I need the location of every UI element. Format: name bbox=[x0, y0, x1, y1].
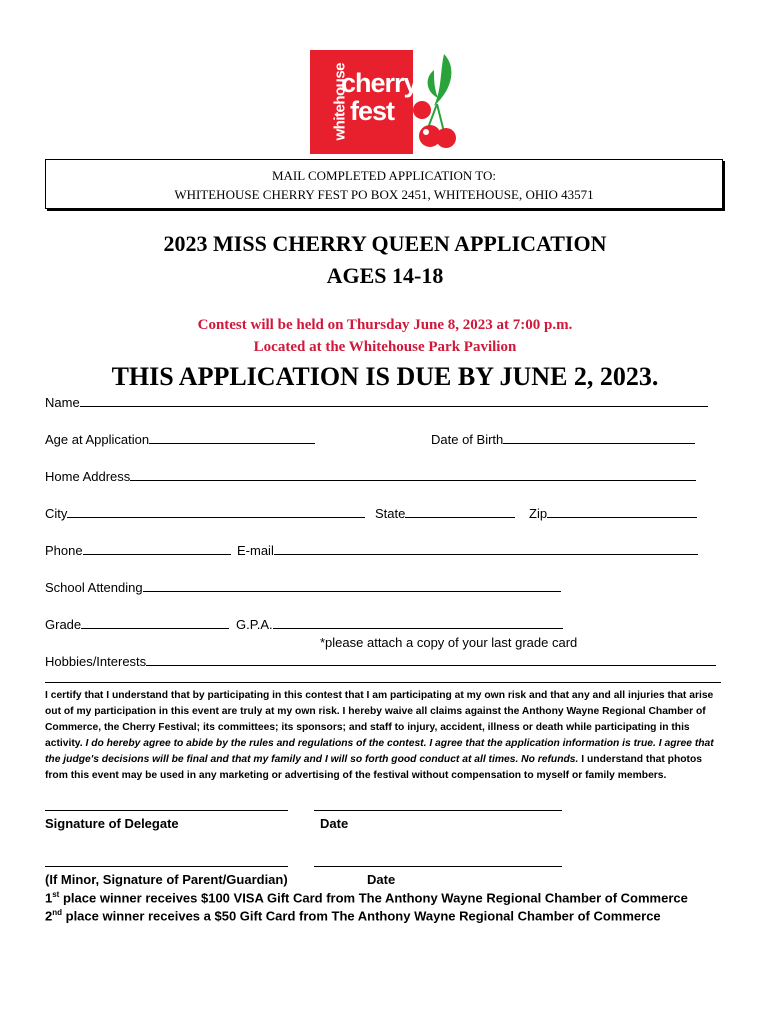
parent-date-label: Date bbox=[367, 872, 396, 887]
mail-line-2: WHITEHOUSE CHERRY FEST PO BOX 2451, WHITEHOUSE, OHIO 43571 bbox=[174, 187, 594, 202]
email-label: E-mail bbox=[237, 543, 274, 558]
parent-signature-label: (If Minor, Signature of Parent/Guardian) bbox=[45, 872, 288, 887]
phone-field[interactable] bbox=[45, 543, 231, 558]
delegate-signature-line[interactable] bbox=[45, 810, 288, 811]
certification-part-2: I do hereby agree to abide by the rules and regulations of the contest. I agree that the application information is true. I agree that the judge's decisions will be final and that my family and I will so forth good conduct at all times. No refunds. bbox=[45, 738, 714, 765]
certification-part-1: I certify that I understand that by participating in this contest that I am participating at my own risk and that any and all injuries that arise out of my participation in this event are truly at my own risk. I hereby waive all claims against the Anthony Wayne Regional Chamber of Commerce, the Cherry Festival; its committees; its sponsors; and staff to injury, accident, illness or death while participating in this activity. bbox=[45, 690, 714, 749]
school-field[interactable] bbox=[45, 580, 561, 595]
city-label: City bbox=[45, 506, 68, 521]
phone-label: Phone bbox=[45, 543, 83, 558]
certification-text bbox=[45, 688, 725, 784]
first-place-suffix: st bbox=[52, 890, 60, 899]
name-field[interactable] bbox=[45, 395, 708, 410]
first-place-number: 1 bbox=[45, 890, 53, 906]
gpa-label: G.P.A. bbox=[236, 617, 273, 632]
logo-whitehouse-text: whitehouse bbox=[331, 62, 349, 141]
contest-location: Located at the Whitehouse Park Pavilion bbox=[253, 339, 517, 355]
state-field[interactable] bbox=[375, 506, 515, 521]
certification-part-3: I understand that photos from this event may be used in any marketing or advertising of the festival without compensation to myself or family members. bbox=[45, 754, 702, 781]
contest-date: Contest will be held on Thursday June 8, 2023 at 7:00 p.m. bbox=[197, 317, 573, 333]
hobbies-second-line[interactable] bbox=[45, 682, 721, 683]
second-place-suffix: nd bbox=[52, 908, 63, 917]
email-field[interactable] bbox=[237, 543, 698, 558]
first-place-prize bbox=[45, 890, 688, 905]
due-date-notice: THIS APPLICATION IS DUE BY JUNE 2, 2023. bbox=[111, 362, 659, 391]
second-place-text: place winner receives a $50 Gift Card from The Anthony Wayne Regional Chamber of Commerce bbox=[62, 908, 661, 924]
first-place-text: place winner receives $100 VISA Gift Card from The Anthony Wayne Regional Chamber of Commerce bbox=[59, 890, 688, 906]
mail-address-box bbox=[45, 159, 723, 209]
city-field[interactable] bbox=[45, 506, 365, 521]
state-label: State bbox=[375, 506, 406, 521]
zip-field[interactable] bbox=[529, 506, 697, 521]
cherry-fest-logo bbox=[308, 48, 468, 156]
second-place-prize bbox=[45, 908, 661, 923]
grade-card-note: *please attach a copy of your last grade card bbox=[320, 635, 578, 650]
dob-label: Date of Birth bbox=[431, 432, 504, 447]
school-label: School Attending bbox=[45, 580, 143, 595]
name-label: Name bbox=[45, 395, 80, 410]
hobbies-label: Hobbies/Interests bbox=[45, 654, 147, 669]
hobbies-field[interactable] bbox=[45, 654, 716, 669]
grade-field[interactable] bbox=[45, 617, 229, 632]
delegate-signature-label: Signature of Delegate bbox=[45, 816, 179, 831]
mail-line-1: MAIL COMPLETED APPLICATION TO: bbox=[271, 168, 497, 183]
age-field[interactable] bbox=[45, 432, 315, 447]
delegate-date-line[interactable] bbox=[314, 810, 562, 811]
second-place-number: 2 bbox=[45, 908, 53, 924]
dob-field[interactable] bbox=[431, 432, 695, 447]
parent-signature-line[interactable] bbox=[45, 866, 288, 867]
home-address-field[interactable] bbox=[45, 469, 696, 484]
grade-label: Grade bbox=[45, 617, 82, 632]
parent-date-line[interactable] bbox=[314, 866, 562, 867]
cherry-icon bbox=[404, 48, 468, 156]
age-range-title: AGES 14-18 bbox=[326, 263, 444, 288]
gpa-field[interactable] bbox=[236, 617, 563, 632]
delegate-date-label: Date bbox=[320, 816, 349, 831]
logo-fest-text: fest bbox=[350, 96, 395, 126]
home-address-label: Home Address bbox=[45, 469, 131, 484]
page-title: 2023 MISS CHERRY QUEEN APPLICATION bbox=[163, 231, 607, 256]
logo-cherry-text: cherry bbox=[341, 68, 418, 98]
zip-label: Zip bbox=[529, 506, 548, 521]
age-label: Age at Application bbox=[45, 432, 150, 447]
